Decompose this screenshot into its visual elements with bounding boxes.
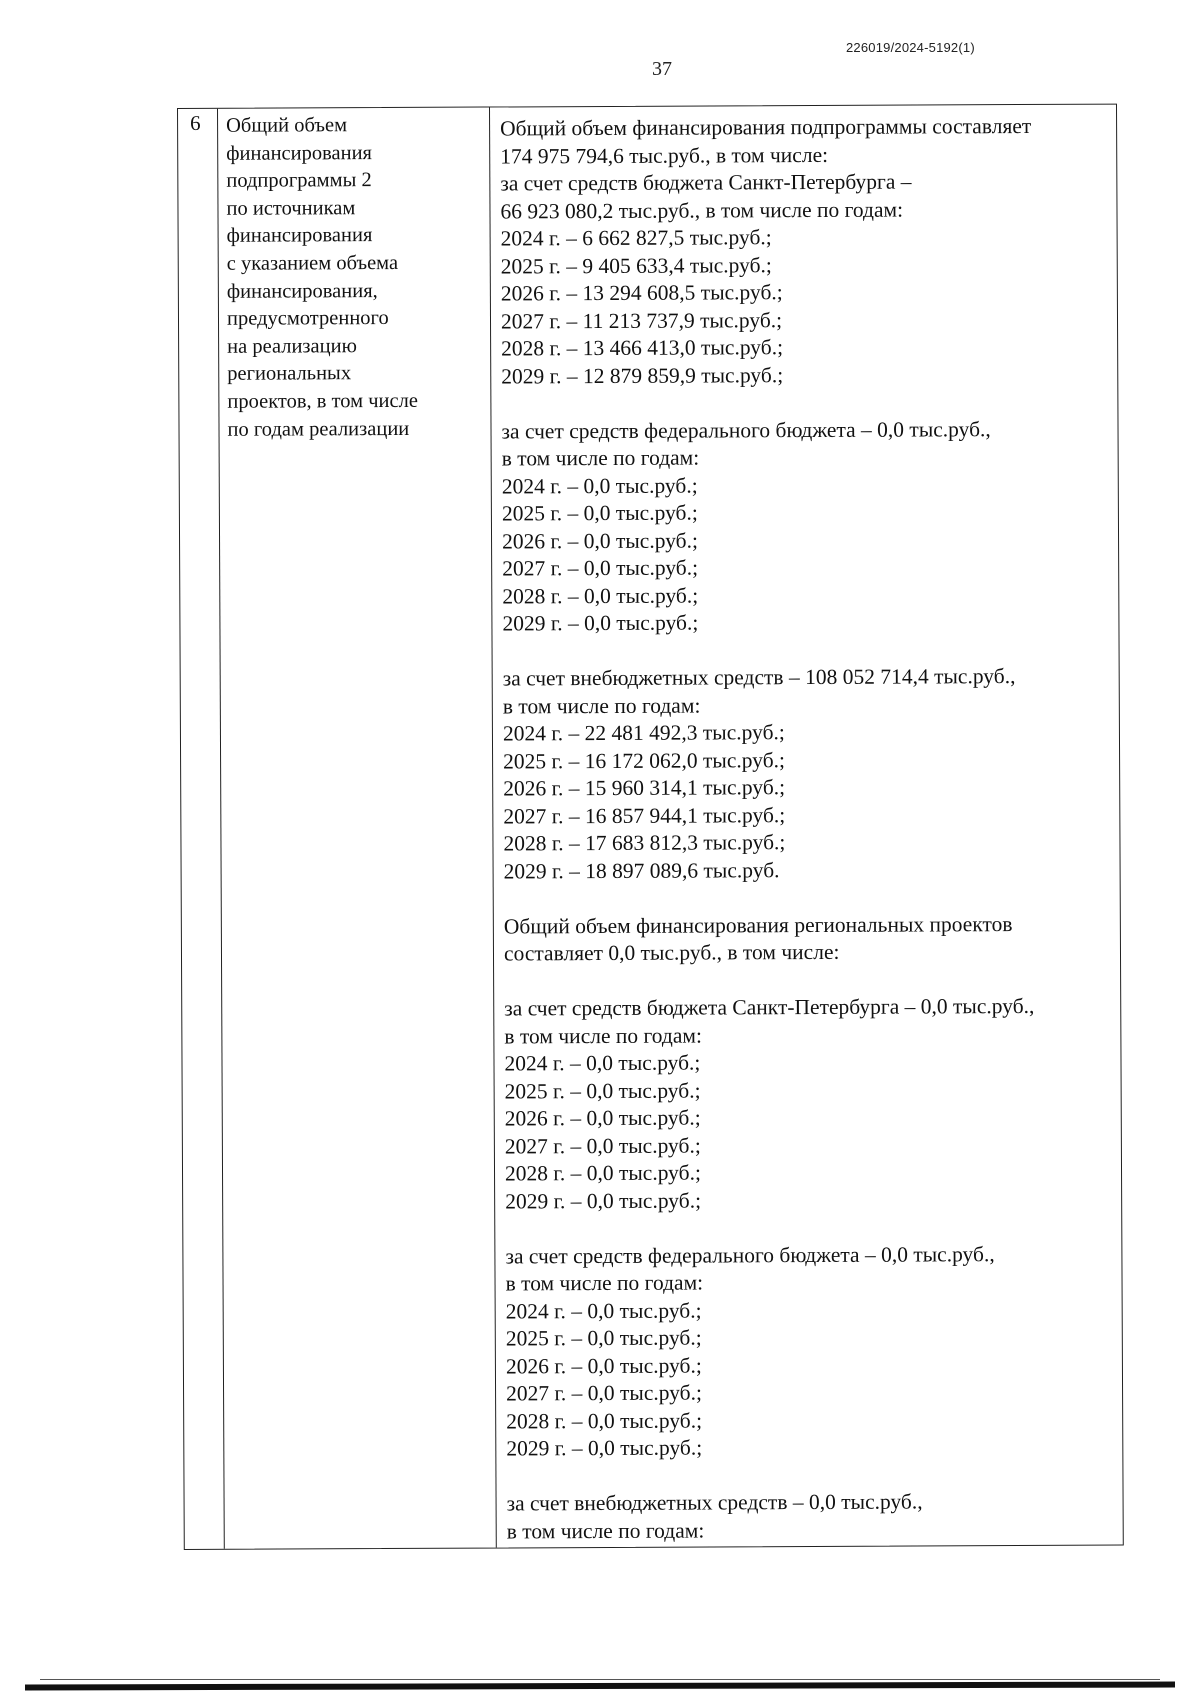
row-title-cell	[226, 112, 486, 444]
financing-line: 66 923 080,2 тыс.руб., в том числе по годам:	[500, 197, 904, 223]
title-line: предусмотренного	[226, 307, 389, 330]
financing-line: 2024 г. – 6 662 827,5 тыс.руб.;	[500, 225, 772, 251]
financing-line: 2029 г. – 0,0 тыс.руб.;	[505, 1188, 702, 1213]
title-line: финансирования	[226, 224, 373, 248]
financing-line: 2028 г. – 0,0 тыс.руб.;	[502, 583, 699, 608]
financing-line: за счет внебюджетных средств – 0,0 тыс.руб.,	[506, 1489, 923, 1516]
federal-budget-block	[501, 415, 1114, 638]
financing-line: за счет средств федерального бюджета – 0,0 тыс.руб.,	[501, 416, 991, 443]
regional-projects-total-block	[504, 910, 1116, 968]
financing-line: 2026 г. – 13 294 608,5 тыс.руб.;	[500, 280, 783, 306]
financing-line: 2028 г. – 0,0 тыс.руб.;	[506, 1408, 703, 1433]
financing-line: 174 975 794,6 тыс.руб., в том числе:	[500, 142, 829, 168]
regional-extra-block	[507, 1488, 1119, 1546]
financing-line: в том числе по годам:	[501, 445, 700, 471]
financing-line: 2029 г. – 12 879 859,9 тыс.руб.;	[501, 362, 784, 388]
title-line: по источникам	[226, 196, 356, 220]
financing-line: 2029 г. – 0,0 тыс.руб.;	[506, 1435, 703, 1461]
title-line: на реализацию	[227, 334, 357, 358]
title-line: Общий объем	[226, 114, 348, 137]
extra-budget-block	[503, 663, 1116, 886]
regional-spb-block	[504, 993, 1117, 1216]
financing-line: 2027 г. – 0,0 тыс.руб.;	[504, 1133, 701, 1158]
financing-line: 2025 г. – 0,0 тыс.руб.;	[505, 1325, 702, 1351]
financing-line: 2024 г. – 22 481 492,3 тыс.руб.;	[502, 720, 785, 746]
financing-line: 2028 г. – 17 683 812,3 тыс.руб.;	[503, 830, 786, 856]
financing-line: Общий объем финансирования подпрограммы составляет	[500, 113, 1032, 141]
scan-edge-line	[40, 1679, 1160, 1680]
page-number: 37	[652, 58, 672, 80]
financing-line: 2028 г. – 13 466 413,0 тыс.руб.;	[501, 335, 784, 361]
financing-line: в том числе по годам:	[505, 1270, 704, 1296]
scan-edge-bar	[25, 1681, 1175, 1690]
financing-line: 2027 г. – 0,0 тыс.руб.;	[502, 555, 699, 581]
financing-line: в том числе по годам:	[504, 1023, 703, 1048]
title-line: финансирования	[226, 141, 373, 165]
financing-line: 2028 г. – 0,0 тыс.руб.;	[504, 1160, 701, 1186]
financing-line: 2029 г. – 0,0 тыс.руб.;	[502, 610, 699, 636]
financing-table	[177, 104, 1124, 1550]
financing-line: 2026 г. – 0,0 тыс.руб.;	[505, 1353, 702, 1378]
financing-line: 2024 г. – 0,0 тыс.руб.;	[501, 473, 698, 498]
document-id: 226019/2024-5192(1)	[846, 40, 975, 55]
financing-line: 2024 г. – 0,0 тыс.руб.;	[504, 1050, 701, 1076]
financing-line: в том числе по годам:	[502, 693, 701, 718]
title-line: подпрограммы 2	[226, 169, 372, 192]
title-line: с указанием объема	[226, 251, 399, 275]
column-divider-1	[217, 109, 225, 1549]
financing-line: 2025 г. – 16 172 062,0 тыс.руб.;	[503, 747, 786, 773]
financing-line: 2029 г. – 18 897 089,6 тыс.руб.	[503, 857, 780, 883]
financing-line: за счет средств федерального бюджета – 0,0 тыс.руб.,	[505, 1241, 995, 1268]
financing-line: в том числе по годам:	[506, 1518, 705, 1543]
financing-line: 2026 г. – 0,0 тыс.руб.;	[501, 528, 698, 553]
financing-line: за счет средств бюджета Санкт-Петербурга – 0,0 тыс.руб.,	[504, 993, 1035, 1021]
financing-line: составляет 0,0 тыс.руб., в том числе:	[503, 939, 840, 966]
budget-spb-block	[500, 113, 1113, 391]
financing-details-cell	[500, 113, 1119, 1573]
financing-line: за счет средств бюджета Санкт-Петербурга –	[500, 169, 912, 196]
title-line: финансирования,	[226, 279, 378, 303]
financing-line: 2026 г. – 15 960 314,1 тыс.руб.;	[503, 775, 786, 801]
financing-line: 2024 г. – 0,0 тыс.руб.;	[505, 1298, 702, 1323]
title-line: проектов, в том числе	[227, 389, 418, 413]
regional-federal-block	[505, 1240, 1118, 1463]
financing-line: 2027 г. – 0,0 тыс.руб.;	[506, 1380, 702, 1406]
title-line: региональных	[227, 362, 352, 386]
financing-line: 2025 г. – 0,0 тыс.руб.;	[504, 1078, 701, 1103]
financing-line: за счет внебюджетных средств – 108 052 714,4 тыс.руб.,	[502, 664, 1016, 691]
title-line: по годам реализации	[227, 417, 410, 441]
column-divider-2	[489, 108, 497, 1548]
financing-line: Общий объем финансирования региональных проектов	[503, 911, 1013, 938]
financing-line: 2027 г. – 16 857 944,1 тыс.руб.;	[503, 802, 786, 828]
financing-line: 2026 г. – 0,0 тыс.руб.;	[504, 1105, 701, 1131]
financing-line: 2025 г. – 0,0 тыс.руб.;	[501, 500, 698, 526]
row-number: 6	[190, 110, 201, 135]
financing-line: 2027 г. – 11 213 737,9 тыс.руб.;	[500, 307, 783, 333]
financing-line: 2025 г. – 9 405 633,4 тыс.руб.;	[500, 252, 772, 278]
